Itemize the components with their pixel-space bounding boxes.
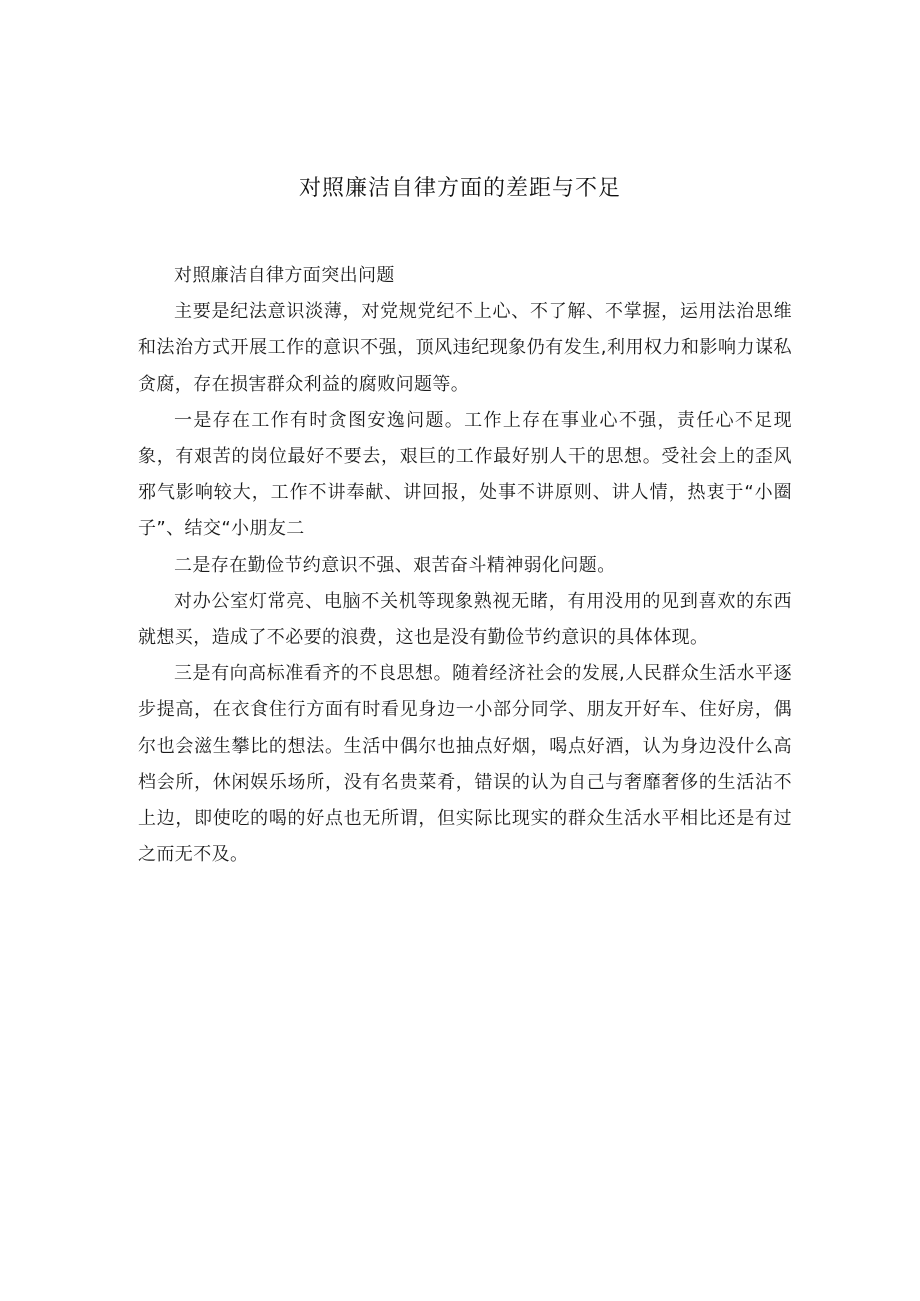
paragraph-point-two: 二是存在勤俭节约意识不强、艰苦奋斗精神弱化问题。 — [174, 554, 616, 576]
document-body — [138, 258, 792, 873]
paragraph-point-three: 三是有向高标准看齐的不良思想。随着经济社会的发展,人民群众生活水平逐步提高，在衣食住行方面有时看见身边一小部分同学、朋友开好车、住好房，偶尔也会滋生攀比的想法。生活中偶尔也抽点好烟，喝点好酒，认为身边没什么高档会所，休闲娱乐场所，没有名贵菜肴，错误的认为自己与奢靡奢侈的生活沾不上边，即使吃的喝的好点也无所谓，但实际比现实的群众生活水平相比还是有过之而无不及。 — [138, 663, 792, 866]
paragraph-point-two-detail: 对办公室灯常亮、电脑不关机等现象熟视无睹，有用没用的见到喜欢的东西就想买，造成了不必要的浪费，这也是没有勤俭节约意识的具体体现。 — [138, 590, 792, 649]
paragraph-main-problem: 主要是纪法意识淡薄，对党规党纪不上心、不了解、不掌握，运用法治思维和法治方式开展工作的意识不强，顶风违纪现象仍有发生,利用权力和影响力谋私贪腐，存在损害群众利益的腐败问题等。 — [138, 301, 792, 395]
document-title: 对照廉洁自律方面的差距与不足 — [298, 176, 621, 201]
paragraph-heading: 对照廉洁自律方面突出问题 — [174, 265, 395, 286]
paragraph-point-one: 一是存在工作有时贪图安逸问题。工作上存在事业心不强，责任心不足现象，有艰苦的岗位最好不要去，艰巨的工作最好别人干的思想。受社会上的歪风邪气影响较大，工作不讲奉献、讲回报，处事不讲原则、讲人情，热衷于“小圈子”、结交“小朋友二 — [138, 409, 792, 540]
